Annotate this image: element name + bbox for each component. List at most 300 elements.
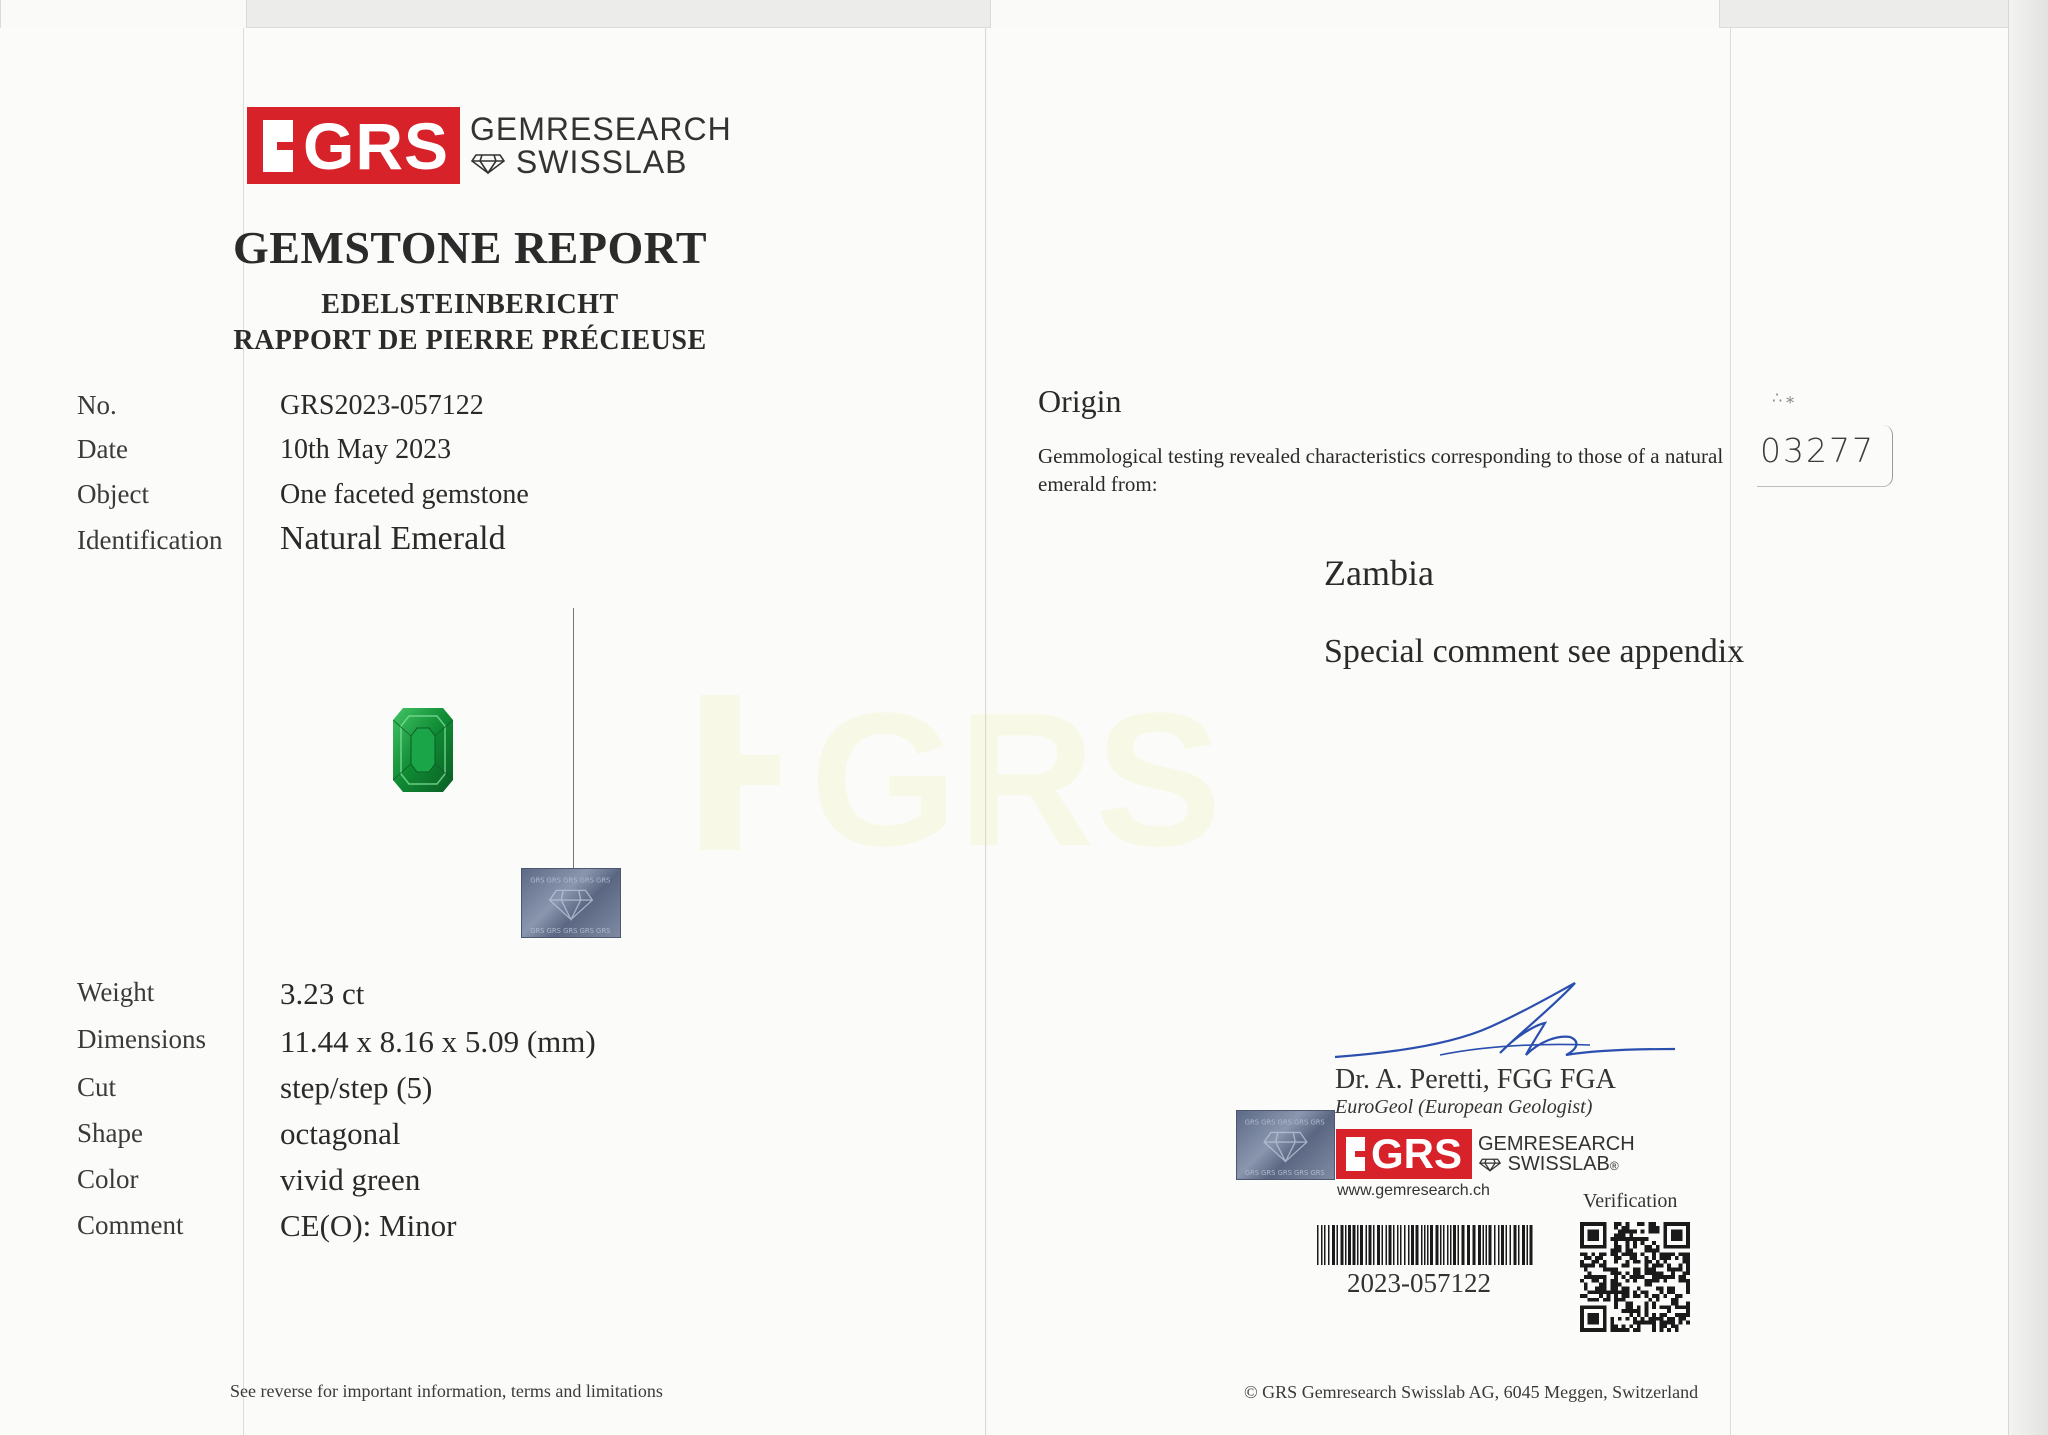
qr-module [1644,1321,1648,1325]
qr-module [1607,1294,1611,1298]
qr-module [1614,1294,1618,1298]
qr-module [1656,1279,1660,1283]
qr-module [1652,1317,1656,1321]
qr-module [1629,1305,1633,1309]
field-value-cut: step/step (5) [280,1070,433,1105]
qr-module [1580,1226,1584,1230]
qr-module [1599,1275,1603,1279]
qr-module [1644,1256,1648,1260]
qr-module [1686,1283,1690,1287]
qr-module [1622,1230,1626,1234]
qr-module [1663,1252,1667,1256]
qr-module [1679,1294,1683,1298]
qr-module [1622,1252,1626,1256]
qr-module [1622,1286,1626,1290]
qr-module [1633,1328,1637,1332]
qr-module [1580,1241,1584,1245]
qr-module [1633,1245,1637,1249]
grs-logo [247,107,732,184]
qr-module [1595,1313,1599,1317]
qr-module [1614,1279,1618,1283]
qr-module [1622,1309,1626,1313]
scan-top-edge [0,0,2048,28]
qr-module [1656,1298,1660,1302]
qr-module [1682,1271,1686,1275]
field-value-weight: 3.23 ct [280,976,365,1011]
qr-module [1656,1249,1660,1253]
qr-module [1675,1294,1679,1298]
qr-module [1629,1233,1633,1237]
qr-module [1595,1317,1599,1321]
qr-module [1622,1298,1626,1302]
qr-module [1603,1230,1607,1234]
hologram-pointer-line [573,608,574,870]
qr-module [1626,1245,1630,1249]
qr-module [1652,1321,1656,1325]
qr-module [1603,1241,1607,1245]
qr-module [1610,1286,1614,1290]
qr-module [1686,1321,1690,1325]
qr-module [1599,1222,1603,1226]
qr-module [1591,1230,1595,1234]
special-comment: Special comment see appendix [1324,633,1745,670]
qr-module [1663,1313,1667,1317]
barcode-bar [1393,1225,1395,1265]
barcode-bar [1427,1225,1429,1265]
barcode-bar [1424,1225,1426,1265]
qr-module [1660,1313,1664,1317]
qr-module [1660,1317,1664,1321]
qr-module [1648,1268,1652,1272]
qr-module [1644,1302,1648,1306]
qr-module [1618,1249,1622,1253]
qr-module [1667,1290,1671,1294]
grs-watermark [690,685,1250,860]
qr-module [1648,1260,1652,1264]
hologram-diamond-icon-2 [1237,1111,1334,1179]
qr-module [1614,1283,1618,1287]
qr-module [1679,1252,1683,1256]
qr-module [1603,1313,1607,1317]
qr-module [1591,1252,1595,1256]
qr-module [1633,1230,1637,1234]
qr-module [1637,1268,1641,1272]
qr-module [1644,1237,1648,1241]
report-barcode [1315,1225,1535,1265]
logo-line-1: GEMRESEARCH [470,110,732,147]
qr-module [1614,1256,1618,1260]
qr-module [1629,1256,1633,1260]
qr-module [1603,1245,1607,1249]
qr-module [1656,1271,1660,1275]
barcode-bar [1357,1225,1359,1265]
qr-module [1633,1294,1637,1298]
qr-module [1675,1256,1679,1260]
qr-module [1618,1298,1622,1302]
qr-module [1610,1290,1614,1294]
qr-module [1629,1302,1633,1306]
qr-module [1644,1283,1648,1287]
qr-module [1626,1237,1630,1241]
qr-module [1644,1313,1648,1317]
qr-module [1663,1305,1667,1309]
qr-module [1652,1256,1656,1260]
qr-module [1633,1321,1637,1325]
qr-module [1618,1230,1622,1234]
qr-module [1595,1279,1599,1283]
emerald-gemstone-photo [393,708,453,792]
qr-module [1652,1328,1656,1332]
barcode-bar [1341,1225,1344,1265]
barcode-bar [1400,1225,1402,1265]
qr-module [1626,1328,1630,1332]
signer-name: Dr. A. Peretti, FGG FGA [1335,1064,1616,1095]
field-label-weight: Weight [77,977,155,1007]
qr-module [1622,1294,1626,1298]
qr-module [1599,1286,1603,1290]
qr-module [1584,1294,1588,1298]
diamond-icon [470,153,506,175]
qr-module [1626,1226,1630,1230]
qr-module [1622,1290,1626,1294]
qr-module [1686,1230,1690,1234]
qr-module [1610,1271,1614,1275]
qr-module [1686,1309,1690,1313]
qr-module [1580,1328,1584,1332]
barcode-bar [1440,1225,1442,1265]
qr-module [1588,1264,1592,1268]
qr-module [1644,1294,1648,1298]
qr-module [1675,1313,1679,1317]
qr-module [1667,1286,1671,1290]
qr-module [1637,1324,1641,1328]
qr-module [1686,1286,1690,1290]
qr-module [1607,1290,1611,1294]
qr-module [1667,1222,1671,1226]
qr-module [1660,1264,1664,1268]
qr-module [1682,1222,1686,1226]
qr-module [1629,1252,1633,1256]
qr-module [1614,1226,1618,1230]
barcode-bar [1447,1225,1449,1265]
qr-module [1679,1222,1683,1226]
field-label-color: Color [77,1164,139,1194]
qr-module [1603,1290,1607,1294]
qr-module [1626,1302,1630,1306]
qr-module [1667,1328,1671,1332]
qr-module [1603,1237,1607,1241]
field-value-identification: Natural Emerald [280,520,506,557]
barcode-bar [1360,1225,1363,1265]
qr-module [1637,1309,1641,1313]
qr-module [1644,1245,1648,1249]
qr-module [1648,1298,1652,1302]
qr-module [1686,1237,1690,1241]
qr-module [1641,1222,1645,1226]
qr-module [1614,1286,1618,1290]
barcode-bar [1373,1225,1375,1265]
qr-module [1675,1268,1679,1272]
qr-module [1675,1324,1679,1328]
diamond-icon-small [1478,1158,1502,1172]
barcode-bar [1332,1225,1335,1265]
barcode-bar [1514,1225,1517,1265]
qr-module [1644,1260,1648,1264]
qr-module [1595,1290,1599,1294]
qr-module [1671,1275,1675,1279]
qr-module [1671,1252,1675,1256]
qr-module [1622,1233,1626,1237]
field-label-comment: Comment [77,1210,184,1240]
qr-module [1686,1271,1690,1275]
qr-module [1633,1271,1637,1275]
qr-module [1663,1324,1667,1328]
qr-module [1663,1260,1667,1264]
signer-title: EuroGeol (European Geologist) [1335,1096,1593,1118]
qr-module [1626,1294,1630,1298]
hologram-diamond-icon [522,869,620,937]
qr-module [1660,1256,1664,1260]
qr-module [1648,1222,1652,1226]
security-hologram [521,868,621,938]
security-hologram-2 [1236,1110,1335,1180]
qr-module [1637,1237,1641,1241]
barcode-bar [1353,1225,1356,1265]
qr-module [1626,1309,1630,1313]
report-subtitle-de: EDELSTEINBERICHT [321,289,619,320]
qr-module [1580,1230,1584,1234]
qr-module [1588,1317,1592,1321]
qr-module [1591,1260,1595,1264]
qr-module [1618,1283,1622,1287]
qr-module [1641,1230,1645,1234]
qr-module [1584,1305,1588,1309]
qr-module [1591,1305,1595,1309]
qr-module [1626,1230,1630,1234]
qr-module [1675,1305,1679,1309]
qr-module [1671,1245,1675,1249]
qr-module [1588,1275,1592,1279]
qr-module [1580,1294,1584,1298]
qr-module [1667,1252,1671,1256]
barcode-bar [1443,1225,1445,1265]
qr-module [1622,1264,1626,1268]
qr-module [1629,1309,1633,1313]
qr-module [1599,1256,1603,1260]
qr-module [1686,1256,1690,1260]
qr-module [1648,1245,1652,1249]
qr-module [1633,1275,1637,1279]
qr-module [1641,1252,1645,1256]
qr-module [1679,1317,1683,1321]
qr-module [1641,1317,1645,1321]
qr-module [1663,1241,1667,1245]
barcode-bar [1408,1225,1410,1265]
field-value-date: 10th May 2023 [280,434,452,465]
qr-module [1588,1233,1592,1237]
qr-module [1671,1222,1675,1226]
qr-module [1682,1256,1686,1260]
qr-module [1660,1328,1664,1332]
qr-module [1622,1237,1626,1241]
qr-module [1599,1283,1603,1287]
qr-module [1656,1230,1660,1234]
qr-module [1667,1264,1671,1268]
swiss-flag-icon-small [1346,1137,1365,1171]
qr-module [1584,1264,1588,1268]
qr-module [1667,1317,1671,1321]
qr-module [1580,1245,1584,1249]
qr-module [1584,1245,1588,1249]
qr-module [1580,1260,1584,1264]
qr-module [1644,1279,1648,1283]
qr-module [1603,1328,1607,1332]
qr-module [1637,1313,1641,1317]
qr-module [1580,1264,1584,1268]
qr-module [1588,1290,1592,1294]
qr-module [1599,1305,1603,1309]
qr-module [1599,1294,1603,1298]
qr-module [1641,1321,1645,1325]
qr-module [1644,1305,1648,1309]
qr-module [1614,1324,1618,1328]
qr-module [1595,1328,1599,1332]
qr-module [1591,1279,1595,1283]
qr-module [1644,1249,1648,1253]
qr-module [1595,1237,1599,1241]
qr-module [1633,1256,1637,1260]
right-margin-rule [1730,28,1731,1435]
qr-module [1644,1271,1648,1275]
qr-module [1603,1324,1607,1328]
qr-module [1663,1230,1667,1234]
verification-qr-code[interactable] [1580,1222,1690,1332]
qr-module [1660,1286,1664,1290]
qr-module [1652,1268,1656,1272]
qr-module [1637,1286,1641,1290]
qr-module [1610,1328,1614,1332]
grs-logo-small [1336,1129,1635,1179]
qr-module [1652,1230,1656,1234]
qr-module [1622,1328,1626,1332]
qr-module [1591,1328,1595,1332]
svg-text:GRS GRS GRS GRS GRS: GRS GRS GRS GRS GRS [530,927,611,936]
qr-module [1637,1294,1641,1298]
qr-module [1595,1245,1599,1249]
qr-module [1663,1275,1667,1279]
barcode-bar [1453,1225,1456,1265]
logo-wordmark-small [1478,1134,1635,1175]
qr-module [1610,1283,1614,1287]
qr-module [1591,1245,1595,1249]
qr-module [1671,1324,1675,1328]
qr-module [1656,1260,1660,1264]
qr-module [1667,1309,1671,1313]
origin-country: Zambia [1324,553,1434,593]
qr-module [1591,1298,1595,1302]
qr-module [1603,1222,1607,1226]
qr-module [1626,1260,1630,1264]
qr-module [1603,1286,1607,1290]
qr-module [1607,1298,1611,1302]
qr-module [1584,1256,1588,1260]
qr-module [1610,1252,1614,1256]
qr-module [1667,1275,1671,1279]
qr-module [1633,1260,1637,1264]
scan-right-edge [2008,0,2048,1435]
qr-module [1603,1275,1607,1279]
barcode-bar [1337,1225,1339,1265]
qr-module [1679,1237,1683,1241]
website-link[interactable]: www.gemresearch.ch [1337,1182,1490,1199]
qr-module [1679,1321,1683,1325]
qr-module [1660,1321,1664,1325]
qr-module [1626,1305,1630,1309]
barcode-bar [1386,1225,1388,1265]
qr-module [1682,1245,1686,1249]
qr-module [1591,1264,1595,1268]
qr-module [1584,1275,1588,1279]
qr-module [1656,1286,1660,1290]
field-value-shape: octagonal [280,1116,401,1151]
qr-module [1580,1324,1584,1328]
qr-module [1622,1275,1626,1279]
field-label-cut: Cut [77,1072,117,1102]
qr-module [1588,1328,1592,1332]
qr-module [1637,1222,1641,1226]
qr-module [1595,1305,1599,1309]
qr-module [1660,1271,1664,1275]
qr-module [1663,1256,1667,1260]
field-value-object: One faceted gemstone [280,479,529,510]
qr-module [1686,1260,1690,1264]
qr-module [1603,1226,1607,1230]
barcode-bar [1489,1225,1492,1265]
qr-module [1614,1298,1618,1302]
field-label-identification: Identification [77,525,223,555]
barcode-bar [1377,1225,1380,1265]
qr-module [1671,1290,1675,1294]
qr-module [1686,1241,1690,1245]
barcode-bar [1510,1225,1512,1265]
qr-module [1626,1286,1630,1290]
qr-module [1603,1233,1607,1237]
barcode-bar [1467,1225,1470,1265]
swiss-flag-icon [263,120,293,172]
field-label-shape: Shape [77,1118,143,1148]
qr-module [1580,1313,1584,1317]
qr-module [1626,1222,1630,1226]
qr-module [1682,1313,1686,1317]
qr-module [1614,1237,1618,1241]
qr-module [1686,1252,1690,1256]
qr-module [1652,1324,1656,1328]
qr-module [1614,1305,1618,1309]
qr-module [1591,1317,1595,1321]
qr-module [1637,1328,1641,1332]
qr-module [1679,1279,1683,1283]
qr-module [1584,1268,1588,1272]
barcode-bar [1366,1225,1368,1265]
qr-module [1614,1260,1618,1264]
qr-module [1637,1260,1641,1264]
qr-module [1580,1237,1584,1241]
qr-module [1682,1252,1686,1256]
barcode-bar [1462,1225,1465,1265]
qr-module [1648,1279,1652,1283]
qr-module [1599,1252,1603,1256]
logo-line-2: SWISSLAB [515,143,688,180]
